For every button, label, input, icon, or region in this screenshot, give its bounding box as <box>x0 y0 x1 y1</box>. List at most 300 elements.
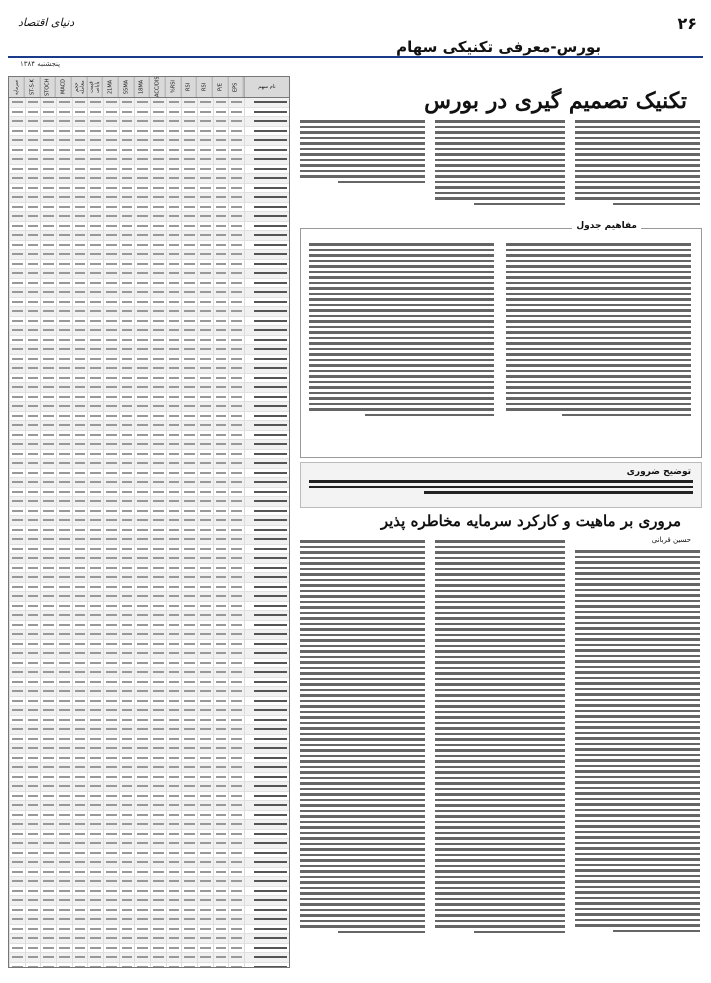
table-cell <box>134 706 150 715</box>
table-cell <box>87 868 103 877</box>
table-header <box>9 77 289 98</box>
table-cell <box>228 621 244 630</box>
table-cell <box>134 915 150 924</box>
table-cell <box>166 611 182 620</box>
table-cell <box>150 944 166 953</box>
table-cell <box>87 649 103 658</box>
table-cell <box>103 412 119 421</box>
table-cell <box>25 222 41 231</box>
table-cell <box>25 564 41 573</box>
table-cell <box>103 269 119 278</box>
table-cell <box>87 659 103 668</box>
table-cell <box>134 364 150 373</box>
table-cell <box>9 773 25 782</box>
table-row <box>9 706 289 716</box>
table-cell <box>40 564 56 573</box>
table-cell <box>244 174 289 183</box>
table-cell <box>9 193 25 202</box>
table-cell <box>9 136 25 145</box>
table-cell <box>9 915 25 924</box>
table-cell <box>87 241 103 250</box>
table-cell <box>134 535 150 544</box>
table-cell <box>166 317 182 326</box>
table-cell <box>181 136 197 145</box>
table-cell <box>134 203 150 212</box>
table-cell <box>228 611 244 620</box>
table-cell <box>56 839 72 848</box>
table-cell <box>213 697 229 706</box>
table-cell <box>56 203 72 212</box>
table-cell <box>40 431 56 440</box>
table-cell <box>72 564 88 573</box>
table-cell <box>25 469 41 478</box>
table-cell <box>87 402 103 411</box>
table-cell <box>9 336 25 345</box>
table-cell <box>25 782 41 791</box>
table-cell <box>181 488 197 497</box>
table-cell <box>25 402 41 411</box>
table-cell <box>134 250 150 259</box>
table-cell <box>197 450 213 459</box>
table-cell <box>150 535 166 544</box>
table-cell <box>119 203 135 212</box>
table-cell <box>87 412 103 421</box>
concepts-column-1 <box>506 243 691 416</box>
table-cell <box>228 355 244 364</box>
table-cell <box>197 811 213 820</box>
table-cell <box>87 155 103 164</box>
table-cell <box>228 754 244 763</box>
table-cell <box>25 896 41 905</box>
table-cell <box>228 535 244 544</box>
table-cell <box>103 345 119 354</box>
table-row <box>9 535 289 545</box>
table-cell <box>87 231 103 240</box>
table-cell <box>40 887 56 896</box>
table-row <box>9 108 289 118</box>
table-cell <box>119 269 135 278</box>
table-cell <box>134 184 150 193</box>
table-cell <box>72 782 88 791</box>
table-cell <box>244 678 289 687</box>
table-cell <box>134 526 150 535</box>
table-cell <box>228 193 244 202</box>
table-cell <box>228 906 244 915</box>
table-cell <box>9 98 25 107</box>
table-cell <box>56 117 72 126</box>
column-header: RSI <box>181 77 197 97</box>
table-cell <box>228 260 244 269</box>
table-cell <box>56 583 72 592</box>
table-cell <box>197 801 213 810</box>
table-cell <box>134 402 150 411</box>
table-cell <box>134 545 150 554</box>
table-cell <box>87 830 103 839</box>
table-cell <box>134 212 150 221</box>
table-cell <box>72 440 88 449</box>
table-row <box>9 868 289 878</box>
table-cell <box>56 336 72 345</box>
table-cell <box>150 678 166 687</box>
table-cell <box>87 269 103 278</box>
table-cell <box>25 535 41 544</box>
table-cell <box>228 526 244 535</box>
table-cell <box>72 231 88 240</box>
table-row <box>9 421 289 431</box>
table-cell <box>213 564 229 573</box>
table-cell <box>166 735 182 744</box>
table-cell <box>25 554 41 563</box>
table-cell <box>197 763 213 772</box>
table-cell <box>166 336 182 345</box>
table-cell <box>40 934 56 943</box>
table-cell <box>150 279 166 288</box>
table-cell <box>103 792 119 801</box>
table-cell <box>87 450 103 459</box>
column-header: قیمت پایانی <box>87 77 103 97</box>
table-cell <box>228 393 244 402</box>
table-cell <box>9 165 25 174</box>
table-cell <box>244 801 289 810</box>
table-cell <box>25 811 41 820</box>
table-cell <box>134 877 150 886</box>
table-cell <box>244 516 289 525</box>
table-cell <box>103 336 119 345</box>
table-cell <box>9 497 25 506</box>
table-cell <box>181 374 197 383</box>
table-cell <box>166 146 182 155</box>
table-cell <box>213 440 229 449</box>
table-cell <box>166 393 182 402</box>
table-cell <box>134 754 150 763</box>
table-cell <box>197 260 213 269</box>
table-cell <box>9 706 25 715</box>
table-row <box>9 231 289 241</box>
table-cell <box>150 516 166 525</box>
table-cell <box>119 545 135 554</box>
table-cell <box>119 526 135 535</box>
table-cell <box>9 668 25 677</box>
table-cell <box>25 763 41 772</box>
table-cell <box>72 925 88 934</box>
table-cell <box>213 317 229 326</box>
table-cell <box>166 298 182 307</box>
table-cell <box>103 706 119 715</box>
table-cell <box>9 858 25 867</box>
table-cell <box>56 668 72 677</box>
table-cell <box>181 98 197 107</box>
table-cell <box>72 127 88 136</box>
table-cell <box>9 621 25 630</box>
table-cell <box>87 792 103 801</box>
table-cell <box>150 336 166 345</box>
table-cell <box>87 127 103 136</box>
table-cell <box>56 421 72 430</box>
table-cell <box>56 108 72 117</box>
table-cell <box>119 212 135 221</box>
table-cell <box>25 450 41 459</box>
table-cell <box>134 801 150 810</box>
table-cell <box>56 896 72 905</box>
table-cell <box>244 887 289 896</box>
table-cell <box>40 754 56 763</box>
table-cell <box>197 630 213 639</box>
table-cell <box>134 307 150 316</box>
table-cell <box>103 915 119 924</box>
table-cell <box>134 944 150 953</box>
table-cell <box>25 193 41 202</box>
table-cell <box>228 592 244 601</box>
table-cell <box>181 421 197 430</box>
table-cell <box>119 535 135 544</box>
table-cell <box>103 526 119 535</box>
table-cell <box>103 963 119 969</box>
table-cell <box>103 782 119 791</box>
table-cell <box>150 706 166 715</box>
table-cell <box>213 611 229 620</box>
table-cell <box>166 98 182 107</box>
table-cell <box>9 459 25 468</box>
table-cell <box>181 184 197 193</box>
table-cell <box>213 830 229 839</box>
table-cell <box>119 963 135 969</box>
table-cell <box>166 431 182 440</box>
table-cell <box>87 564 103 573</box>
table-cell <box>228 383 244 392</box>
table-cell <box>25 108 41 117</box>
table-row <box>9 801 289 811</box>
table-cell <box>150 526 166 535</box>
table-cell <box>197 535 213 544</box>
table-cell <box>56 858 72 867</box>
table-cell <box>72 108 88 117</box>
table-cell <box>197 155 213 164</box>
table-row <box>9 963 289 969</box>
table-cell <box>103 307 119 316</box>
table-cell <box>197 165 213 174</box>
table-cell <box>25 412 41 421</box>
column-header: ACC/DIS <box>150 77 166 97</box>
table-cell <box>150 754 166 763</box>
table-cell <box>181 849 197 858</box>
table-cell <box>119 155 135 164</box>
table-cell <box>228 583 244 592</box>
table-cell <box>150 801 166 810</box>
table-cell <box>134 934 150 943</box>
table-cell <box>228 877 244 886</box>
table-cell <box>181 621 197 630</box>
table-cell <box>244 364 289 373</box>
table-cell <box>244 811 289 820</box>
table-cell <box>40 146 56 155</box>
table-cell <box>244 868 289 877</box>
table-cell <box>72 706 88 715</box>
table-cell <box>134 887 150 896</box>
table-cell <box>197 583 213 592</box>
table-cell <box>72 516 88 525</box>
table-row <box>9 811 289 821</box>
table-cell <box>25 184 41 193</box>
table-cell <box>166 906 182 915</box>
table-cell <box>103 98 119 107</box>
table-row <box>9 896 289 906</box>
table-cell <box>9 906 25 915</box>
table-cell <box>134 858 150 867</box>
table-cell <box>25 146 41 155</box>
table-cell <box>40 516 56 525</box>
table-cell <box>228 307 244 316</box>
table-cell <box>9 649 25 658</box>
table-cell <box>150 269 166 278</box>
table-cell <box>166 155 182 164</box>
table-cell <box>25 877 41 886</box>
table-row <box>9 222 289 232</box>
table-cell <box>119 668 135 677</box>
table-cell <box>150 298 166 307</box>
table-cell <box>244 953 289 962</box>
table-cell <box>87 887 103 896</box>
table-cell <box>134 165 150 174</box>
table-cell <box>72 193 88 202</box>
table-cell <box>9 345 25 354</box>
table-cell <box>72 915 88 924</box>
table-cell <box>244 906 289 915</box>
table-cell <box>166 868 182 877</box>
table-cell <box>134 830 150 839</box>
table-cell <box>72 687 88 696</box>
table-cell <box>228 716 244 725</box>
table-row <box>9 858 289 868</box>
table-cell <box>119 564 135 573</box>
table-cell <box>87 849 103 858</box>
table-cell <box>87 678 103 687</box>
table-cell <box>134 241 150 250</box>
table-cell <box>9 393 25 402</box>
table-cell <box>213 934 229 943</box>
table-cell <box>40 925 56 934</box>
table-cell <box>72 136 88 145</box>
table-cell <box>103 763 119 772</box>
table-cell <box>197 877 213 886</box>
table-cell <box>103 858 119 867</box>
table-cell <box>25 383 41 392</box>
table-cell <box>213 915 229 924</box>
note-body <box>309 480 693 494</box>
table-cell <box>166 250 182 259</box>
table-cell <box>134 592 150 601</box>
table-cell <box>25 478 41 487</box>
table-cell <box>56 925 72 934</box>
table-cell <box>150 383 166 392</box>
table-cell <box>213 763 229 772</box>
table-cell <box>244 659 289 668</box>
table-cell <box>244 155 289 164</box>
table-cell <box>181 459 197 468</box>
table-cell <box>181 830 197 839</box>
table-cell <box>87 906 103 915</box>
table-cell <box>197 136 213 145</box>
table-cell <box>166 193 182 202</box>
table-cell <box>87 108 103 117</box>
table-cell <box>119 469 135 478</box>
table-cell <box>56 754 72 763</box>
table-cell <box>244 640 289 649</box>
table-cell <box>166 117 182 126</box>
table-cell <box>72 773 88 782</box>
table-cell <box>87 364 103 373</box>
table-cell <box>166 260 182 269</box>
table-cell <box>56 412 72 421</box>
table-cell <box>181 583 197 592</box>
table-cell <box>166 744 182 753</box>
table-cell <box>166 136 182 145</box>
table-cell <box>197 127 213 136</box>
table-cell <box>197 383 213 392</box>
table-cell <box>244 668 289 677</box>
table-cell <box>134 649 150 658</box>
table-cell <box>181 535 197 544</box>
table-cell <box>72 431 88 440</box>
table-cell <box>244 184 289 193</box>
table-cell <box>166 545 182 554</box>
table-cell <box>197 792 213 801</box>
table-cell <box>40 260 56 269</box>
table-cell <box>244 355 289 364</box>
table-cell <box>56 849 72 858</box>
table-cell <box>72 678 88 687</box>
table-cell <box>9 516 25 525</box>
table-cell <box>119 326 135 335</box>
table-cell <box>197 174 213 183</box>
table-cell <box>9 222 25 231</box>
table-cell <box>103 250 119 259</box>
table-cell <box>25 421 41 430</box>
table-cell <box>72 592 88 601</box>
table-cell <box>72 374 88 383</box>
column-header: EPS <box>228 77 244 97</box>
table-cell <box>228 412 244 421</box>
table-cell <box>25 431 41 440</box>
table-cell <box>56 735 72 744</box>
table-cell <box>119 839 135 848</box>
table-row <box>9 754 289 764</box>
table-cell <box>40 193 56 202</box>
table-cell <box>72 545 88 554</box>
table-cell <box>244 336 289 345</box>
table-cell <box>56 953 72 962</box>
table-cell <box>9 868 25 877</box>
table-cell <box>9 478 25 487</box>
table-cell <box>25 174 41 183</box>
table-cell <box>244 269 289 278</box>
table-cell <box>25 212 41 221</box>
table-cell <box>40 678 56 687</box>
table-cell <box>87 801 103 810</box>
table-cell <box>134 279 150 288</box>
table-cell <box>150 649 166 658</box>
table-cell <box>103 773 119 782</box>
table-cell <box>213 155 229 164</box>
table-cell <box>244 735 289 744</box>
table-cell <box>150 250 166 259</box>
table-cell <box>166 583 182 592</box>
table-cell <box>181 307 197 316</box>
table-cell <box>166 725 182 734</box>
table-cell <box>150 98 166 107</box>
table-cell <box>9 545 25 554</box>
table-cell <box>72 811 88 820</box>
table-cell <box>9 412 25 421</box>
